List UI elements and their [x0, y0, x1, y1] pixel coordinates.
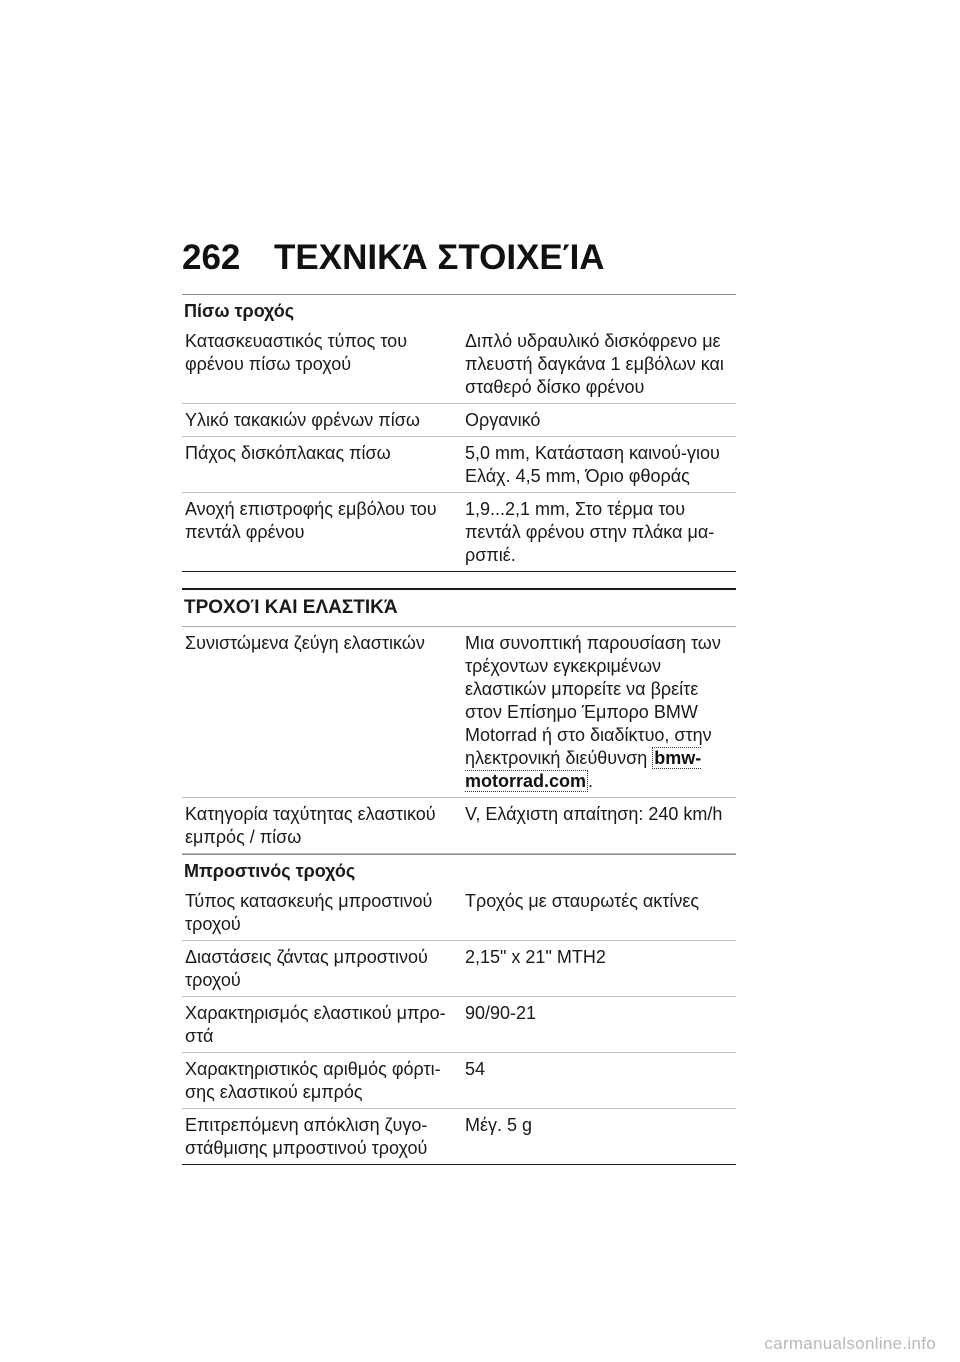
spec-label: Κατηγορία ταχύτητας ελαστικού εμπρός / πίσω	[185, 804, 436, 847]
spec-row-rear-brake-type	[182, 325, 736, 404]
spec-label: Ανοχή επιστροφής εμβόλου του πεντάλ φρένου	[185, 499, 437, 542]
spec-value: 2,15" x 21" MTH2	[465, 947, 606, 967]
spec-row-brake-pedal-play	[182, 493, 736, 572]
spec-row-front-wheel-type	[182, 885, 736, 941]
spec-label: Χαρακτηριστικός αριθμός φόρτι-σης ελαστικού εμπρός	[185, 1059, 441, 1102]
spec-row-rear-disc-thickness	[182, 437, 736, 493]
spec-row-rear-pad-material	[182, 404, 736, 437]
spec-label: Κατασκευαστικός τύπος του φρένου πίσω τροχού	[185, 331, 408, 374]
spec-label: Υλικό τακακιών φρένων πίσω	[185, 410, 420, 430]
page-header	[182, 236, 742, 280]
spec-value-group	[465, 632, 736, 793]
spec-value: 1,9...2,1 mm, Στο τέρμα του πεντάλ φρένου στην πλάκα μα-ρσπιέ.	[465, 499, 715, 565]
spec-content	[182, 294, 736, 1165]
spec-row-front-balance-tolerance	[182, 1109, 736, 1165]
spec-row-recommended-tyres	[182, 627, 736, 798]
spec-value: Οργανικό	[465, 410, 541, 430]
spec-value: Μέγ. 5 g	[465, 1115, 533, 1135]
spec-value: Τροχός με σταυρωτές ακτίνες	[465, 891, 700, 911]
spec-value: 90/90-21	[465, 1003, 537, 1023]
spec-row-front-rim-size	[182, 941, 736, 997]
front-wheel-section-title: Μπροστινός τροχός	[182, 854, 736, 885]
spec-value: 54	[465, 1059, 486, 1079]
spec-value: 5,0 mm, Κατάσταση καινού-γιου	[465, 443, 720, 463]
spec-label: Επιτρεπόμενη απόκλιση ζυγο-στάθμισης μπροστινού τροχού	[185, 1115, 428, 1158]
spec-label: Χαρακτηρισμός ελαστικού μπρο-στά	[185, 1003, 446, 1046]
spec-value: Διπλό υδραυλικό δισκόφρενο με πλευστή δαγκάνα 1 εμβόλων και σταθερό δίσκο φρένου	[465, 331, 724, 397]
spec-value-min: Ελάχ. 4,5 mm, Όριο φθοράς	[465, 466, 690, 486]
tyres-section-title: ΤΡΟΧΟΊ ΚΑΙ ΕΛΑΣΤΙΚΆ	[182, 588, 736, 627]
rear-wheel-section-title: Πίσω τροχός	[182, 294, 736, 325]
spec-value: Μια συνοπτική παρουσίαση των τρέχοντων εγκεκριμένων ελαστικών μπορείτε να βρείτε στον Επίσημο Έμπορο BMW Motorrad ή στο διαδίκτυο, στην ηλεκτρονική διεύθυνση	[465, 633, 721, 768]
bmw-motorrad-link[interactable]: bmw-motorrad.com	[465, 748, 702, 791]
spec-value-group	[465, 442, 736, 488]
chapter-title: ΤΕΧΝΙΚΆ ΣΤΟΙΧΕΊΑ	[274, 238, 605, 277]
spec-row-front-load-index	[182, 1053, 736, 1109]
spec-label: Διαστάσεις ζάντας μπροστινού τροχού	[185, 947, 428, 990]
page-number: 262	[182, 238, 241, 277]
spec-row-front-tyre-designation	[182, 997, 736, 1053]
spec-label: Συνιστώμενα ζεύγη ελαστικών	[185, 633, 425, 653]
spec-label: Πάχος δισκόπλακας πίσω	[185, 443, 391, 463]
link-suffix: .	[588, 771, 594, 791]
spec-value: V, Ελάχιστη απαίτηση: 240 km/h	[465, 804, 723, 824]
spec-row-speed-category	[182, 798, 736, 854]
watermark: carmanualsonline.info	[764, 1334, 936, 1353]
spec-label: Τύπος κατασκευής μπροστινού τροχού	[185, 891, 433, 934]
